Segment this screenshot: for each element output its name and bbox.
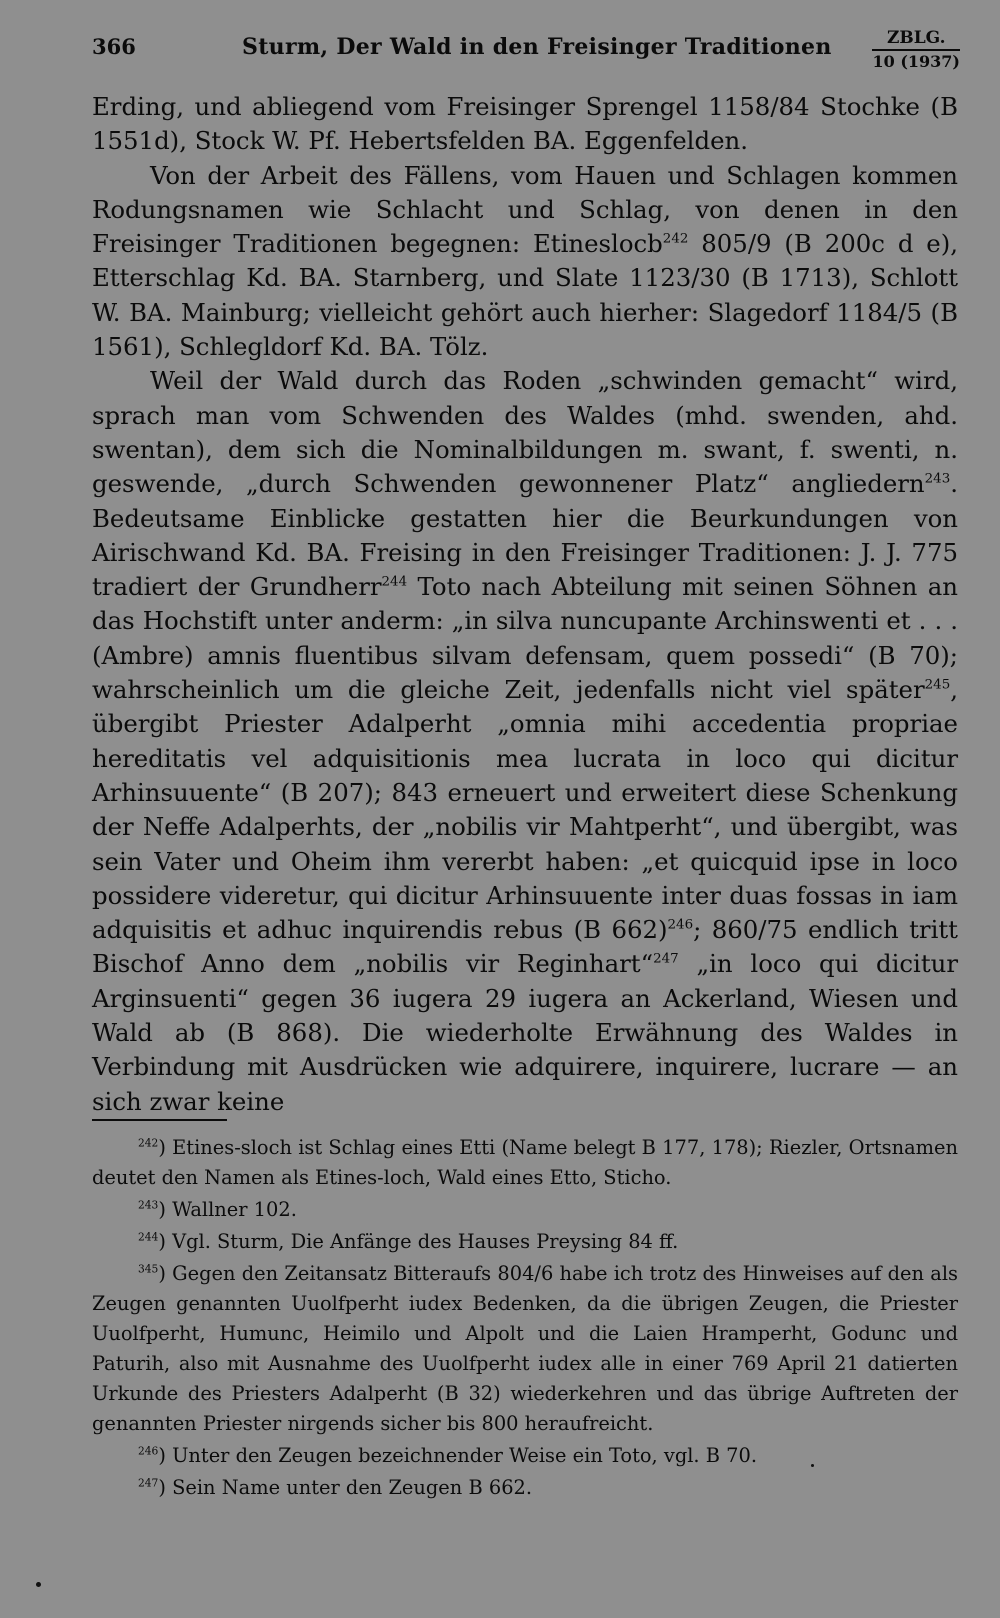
footnote (92, 1259, 958, 1439)
footnote-text: Sein Name unter den Zeugen B 662. (172, 1476, 533, 1499)
journal-abbreviation: ZBLG. (872, 28, 960, 51)
footnote-text: Etines-sloch ist Schlag eines Etti (Name belegt B 177, 178); Riezler, Ortsnamen deutet den Namen als Etines-loch, Wald eines Etto, Sticho. (92, 1136, 958, 1189)
footnote-number: 242 (138, 1136, 159, 1150)
footnote-number-paren: ) (158, 1476, 173, 1499)
body-paragraph (92, 364, 958, 1119)
footnote (92, 1227, 958, 1257)
page-number: 366 (92, 34, 136, 59)
body-text-run: ; 860/75 endlich tritt Bischof Anno dem „nobilis vir Reginhart“ (92, 915, 958, 979)
footnote-number-paren: ) (158, 1198, 173, 1221)
footnote-number-paren: ) (158, 1262, 173, 1285)
body-text-run: , übergibt Priester Adalperht „omnia mihi accedentia propriae hereditatis vel adquisitionis mea lucrata in loco qui dicitur Arhinsuuente“ (B 207); 843 erneuert und erweitert diese Schenkung der Neffe Adalperhts, der „nobilis vir Mahtperht“, und übergibt, was sein Vater und Oheim ihm vererbt haben: „et quicquid ipse in loco possidere videretur, qui dicitur Arhinsuuente inter duas fossas in iam adquisitis et adhuc inquirendis rebus (B 662) (92, 675, 958, 945)
footnote-text: Unter den Zeugen bezeichnender Weise ein Toto, vgl. B 70. (172, 1444, 758, 1467)
footnote-number-paren: ) (158, 1444, 173, 1467)
body-text-run: . Bedeutsame Einblicke gestatten hier die Beurkundungen von Airischwand Kd. BA. Freising in den Freisinger Traditionen: J. J. 775 tradiert der Grundherr (92, 469, 958, 602)
running-head (92, 28, 960, 74)
footnote-ref: 243 (924, 471, 951, 487)
body-paragraph (92, 90, 958, 159)
footnotes (92, 1133, 958, 1503)
journal-volume: 10 (1937) (872, 52, 960, 71)
body-paragraph (92, 159, 958, 365)
scan-speck (811, 1464, 814, 1467)
footnote (92, 1195, 958, 1225)
footnote-number: 345 (138, 1262, 159, 1276)
footnote-number: 243 (138, 1198, 159, 1212)
body-text-run: 805/9 (B 200c d e), Etterschlag Kd. BA. Starnberg, und Slate 1123/30 (B 1713), Schlott W. BA. Mainburg; vielleicht gehört auch hierher: Slagedorf 1184/5 (B 1561), Schlegldorf Kd. BA. Tölz. (92, 229, 959, 362)
body-text-run: Erding, und abliegend vom Freisinger Sprengel 1158/84 Stochke (B 1551d), Stock W. Pf. Hebertsfelden BA. Eggenfelden. (92, 92, 958, 156)
journal-reference (872, 28, 960, 71)
footnote-ref: 247 (653, 952, 679, 968)
body-text-run: Weil der Wald durch das Roden „schwinden gemacht“ wird, sprach man vom Schwenden des Waldes (mhd. swenden, ahd. swentan), dem sich die Nominalbildungen m. swant, f. swenti, n. geswende, „durch Schwenden gewonnener Platz“ angliedern (92, 366, 958, 499)
footnote-text: Wallner 102. (172, 1198, 297, 1221)
running-title: Sturm, Der Wald in den Freisinger Traditionen (242, 34, 832, 60)
footnote-ref: 244 (381, 574, 408, 590)
footnote (92, 1133, 958, 1193)
footnote (92, 1441, 958, 1471)
body-text (92, 90, 958, 1119)
footnote-ref: 242 (662, 231, 689, 247)
footnote-number: 247 (138, 1476, 159, 1490)
body-text-run: „in loco qui dicitur Arginsuenti“ gegen 36 iugera 29 iugera an Ackerland, Wiesen und Wald ab (B 868). Die wiederholte Erwähnung des Waldes in Verbindung mit Ausdrücken wie adquirere, inquirere, lucrare — an sich zwar keine (92, 949, 959, 1116)
footnote-text: Vgl. Sturm, Die Anfänge des Hauses Preysing 84 ff. (172, 1230, 679, 1253)
footnote-separator (92, 1119, 227, 1121)
body-text-run: Toto nach Abteilung mit seinen Söhnen an das Hochstift unter anderm: „in silva nuncupante Archinswenti et . . . (Ambre) amnis fluentibus silvam defensam, quem possedi“ (B 70); wahrscheinlich um die gleiche Zeit, jedenfalls nicht viel später (92, 572, 958, 705)
footnote (92, 1473, 958, 1503)
footnote-number-paren: ) (158, 1230, 173, 1253)
footnote-ref: 246 (667, 917, 694, 933)
scan-speck (36, 1582, 41, 1587)
footnote-text: Gegen den Zeitansatz Bitteraufs 804/6 habe ich trotz des Hinweises auf den als Zeugen genannten Uuolfperht iudex Bedenken, da die übrigen Zeugen, die Priester Uuolfperht, Humunc, Heimilo und Alpolt und die Laien Hramperht, Godunc und Paturih, also mit Ausnahme des Uuolfperht iudex alle in einer 769 April 21 datierten Urkunde des Priesters Adalperht (B 32) wiederkehren und das übrige Auftreten der genannten Priester nirgends sicher bis 800 heraufreicht. (92, 1262, 958, 1435)
body-text-run: Von der Arbeit des Fällens, vom Hauen und Schlagen kommen Rodungsnamen wie Schlacht und Schlag, von denen in den Freisinger Traditionen begegnen: Etineslocb (92, 160, 958, 259)
footnote-ref: 245 (924, 677, 951, 693)
footnote-number: 244 (138, 1230, 159, 1244)
footnote-number-paren: ) (158, 1136, 173, 1159)
footnote-number: 246 (138, 1444, 159, 1458)
